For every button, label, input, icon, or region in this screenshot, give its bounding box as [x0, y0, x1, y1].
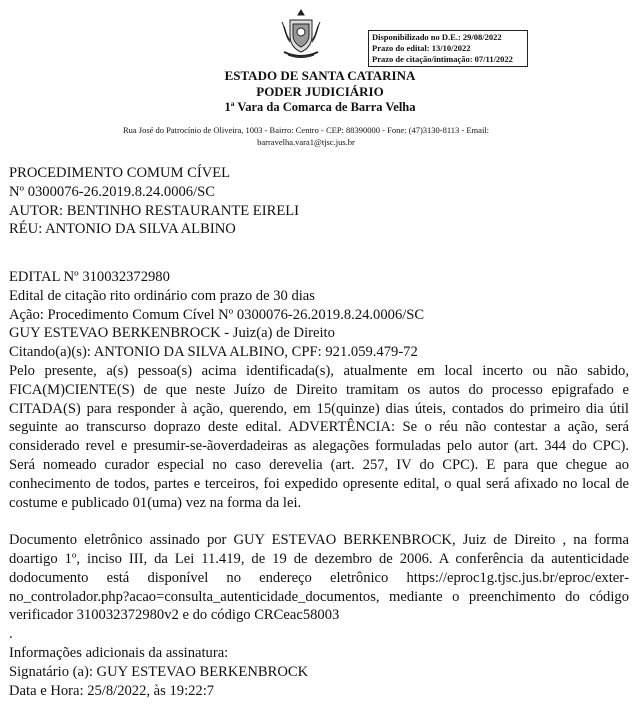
date-prazo-citacao: Prazo de citação/intimação: 07/11/2022 [372, 54, 513, 64]
signature-paragraph: Documento eletrônico assinado por GUY ESTEVAO BERKENBROCK, Juiz de Direito , na forma doartigo 1º, inciso III, da Lei 11.419, de 19 de dezembro de 2006. A conferência da autenticidade dodocumento está disponível no endereço eletrônico https://eproc1g.tjsc.jus.br/eproc/externo_controlador.php?acao=consulta_autenticidade_documentos, mediante o preenchimento do código verificador 310032372980v2 e do código CRCeac58003 [9, 532, 629, 624]
address-line-1: Rua José do Patrocínio de Oliveira, 1003 - Bairro: Centro - CEP: 88390000 - Fone: (47)3130-8113 - Email: [122, 125, 490, 135]
edital-number: EDITAL Nº 310032372980 [9, 268, 170, 285]
case-number: Nº 0300076-26.2019.8.24.0006/SC [9, 183, 216, 200]
document-body [9, 164, 629, 700]
header-state: ESTADO DE SANTA CATARINA [224, 68, 416, 83]
publication-dates-box [368, 30, 528, 67]
spacer [9, 239, 629, 258]
spacer [9, 512, 629, 531]
signature-signer: Signatário (a): GUY ESTEVAO BERKENBROCK [9, 663, 309, 680]
date-disponibilizado: Disponibilizado no D.E.: 29/08/2022 [372, 32, 502, 42]
signature-dot: . [9, 626, 13, 643]
edital-subtitle: Edital de citação rito ordinário com prazo de 30 dias [9, 287, 315, 304]
header-court: 1ª Vara da Comarca de Barra Velha [224, 100, 416, 114]
coat-of-arms-emblem [278, 8, 324, 62]
case-defendant: RÉU: ANTONIO DA SILVA ALBINO [9, 221, 236, 238]
edital-body-paragraph: Pelo presente, a(s) pessoa(s) acima identificada(s), atualmente em local incerto ou não sabido, FICA(M)CIENTE(S) de que neste Juízo de Direito tramitam os autos do processo epigrafado e CITADA(S) para responder à ação, querendo, em 15(quinze) dias úteis, contados do primeiro dia útil seguinte ao transcurso doprazo deste edital. ADVERTÊNCIA: Se o réu não contestar a ação, será considerado revel e presumir-se-ãoverdadeiras as alegações formuladas pelo autor (art. 344 do CPC). Será nomeado curador especial no caso derevelia (art. 257, IV do CPC). E para que chegue ao conhecimento de todos, partes e terceiros, foi expedido opresente edital, o qual será afixado no local de costume e publicado 01(uma) vez na forma da lei. [9, 362, 629, 511]
case-author: AUTOR: BENTINHO RESTAURANTE EIRELI [9, 202, 300, 219]
signature-datetime: Data e Hora: 25/8/2022, às 19:22:7 [9, 682, 215, 699]
case-type: PROCEDIMENTO COMUM CÍVEL [9, 165, 231, 181]
edital-action: Ação: Procedimento Comum Cível Nº 0300076-26.2019.8.24.0006/SC [9, 306, 425, 323]
date-prazo-edital: Prazo do edital: 13/10/2022 [372, 43, 471, 53]
header-branch: PODER JUDICIÁRIO [256, 84, 384, 99]
court-address [96, 124, 516, 148]
spacer [9, 258, 629, 268]
signature-info-label: Informações adicionais da assinatura: [9, 644, 229, 661]
edital-cited: Citando(a)(s): ANTONIO DA SILVA ALBINO, CPF: 921.059.479-72 [9, 344, 418, 361]
edital-judge: GUY ESTEVAO BERKENBROCK - Juiz(a) de Direito [9, 325, 335, 342]
address-line-2: barravelha.vara1@tjsc.jus.br [257, 137, 355, 147]
